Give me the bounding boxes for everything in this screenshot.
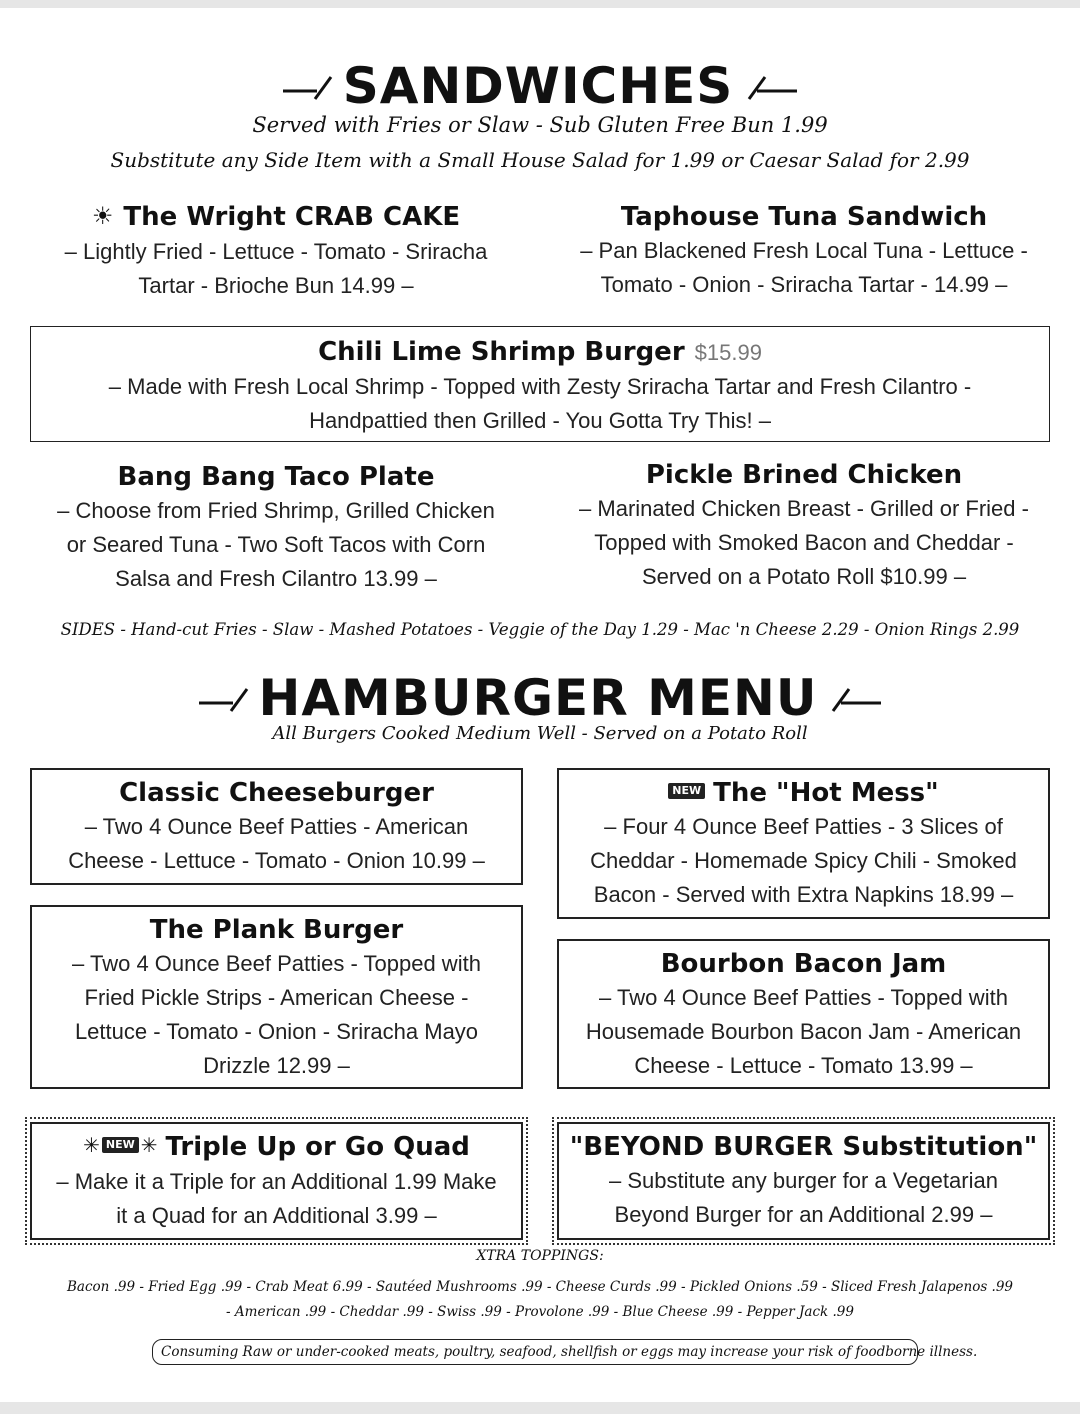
menu-item-crab-cake: [26, 200, 526, 303]
item-desc: Tartar - Brioche Bun 14.99 –: [138, 272, 414, 298]
item-desc: Salsa and Fresh Cilantro 13.99 –: [115, 566, 437, 591]
item-desc: Beyond Burger for an Additional 2.99 –: [614, 1202, 993, 1227]
item-name: The Plank Burger: [149, 915, 404, 945]
menu-item-triple-up: [30, 1122, 523, 1240]
sandwiches-subtitle-2: Substitute any Side Item with a Small House Salad for 1.99 or Caesar Salad for 2.99: [110, 148, 970, 172]
sandwiches-subtitle-1: Served with Fries or Slaw - Sub Gluten Free Bun 1.99: [252, 113, 828, 137]
item-desc: – Choose from Fried Shrimp, Grilled Chicken: [57, 498, 495, 523]
item-desc: Lettuce - Tomato - Onion - Sriracha Mayo: [74, 1019, 479, 1044]
menu-item-tuna-sandwich: [554, 200, 1054, 302]
item-name: Pickle Brined Chicken: [645, 460, 963, 490]
menu-item-hot-mess: [557, 768, 1050, 919]
item-desc: Bacon - Served with Extra Napkins 18.99 –: [593, 882, 1014, 907]
item-desc: – Made with Fresh Local Shrimp - Topped with Zesty Sriracha Tartar and Fresh Cilantro -: [108, 374, 972, 399]
sun-icon: ☀: [91, 201, 114, 230]
menu-page: [0, 8, 1080, 1402]
swoosh-line-icon: [743, 71, 797, 101]
new-badge: NEW: [102, 1137, 139, 1153]
new-badge: NEW: [668, 783, 705, 799]
menu-item-classic-cheeseburger: [30, 768, 523, 885]
item-name: Triple Up or Go Quad: [165, 1132, 470, 1162]
item-desc: – Lightly Fried - Lettuce - Tomato - Sriracha: [64, 238, 488, 264]
item-name: Bourbon Bacon Jam: [660, 949, 947, 979]
item-desc: – Substitute any burger for a Vegetarian: [609, 1168, 998, 1193]
menu-item-chili-lime-shrimp: [30, 326, 1050, 442]
menu-item-pickle-brined-chicken: [554, 458, 1054, 594]
item-desc: Fried Pickle Strips - American Cheese -: [84, 985, 469, 1010]
toppings-line-1: Bacon .99 - Fried Egg .99 - Crab Meat 6.99 - Sautéed Mushrooms .99 - Cheese Curds .99 - Pickled Onions .59 - Sliced Fresh Jalapenos .99: [66, 1279, 1014, 1295]
sparkle-icon: ✳: [140, 1132, 158, 1157]
item-name: "BEYOND BURGER Substitution": [569, 1132, 1038, 1162]
item-name: The "Hot Mess": [713, 778, 939, 808]
item-desc: it a Quad for an Additional 3.99 –: [116, 1202, 437, 1228]
toppings-line-2: - American .99 - Cheddar .99 - Swiss .99 - Provolone .99 - Blue Cheese .99 - Pepper Jack .99: [226, 1304, 854, 1320]
item-name: Bang Bang Taco Plate: [117, 462, 435, 492]
toppings-title: XTRA TOPPINGS:: [476, 1248, 604, 1264]
item-desc: – Four 4 Ounce Beef Patties - 3 Slices of: [604, 814, 1003, 839]
item-desc: – Pan Blackened Fresh Local Tuna - Lettuce -: [580, 238, 1028, 263]
foodborne-illness-disclaimer: Consuming Raw or under-cooked meats, poultry, seafood, shellfish or eggs may increase your risk of foodborne illness.: [152, 1339, 918, 1365]
item-name: Chili Lime Shrimp Burger: [318, 337, 685, 367]
item-desc: – Two 4 Ounce Beef Patties - Topped with: [599, 985, 1008, 1010]
item-name: The Wright CRAB CAKE: [123, 202, 461, 232]
hamburger-subtitle: All Burgers Cooked Medium Well - Served on a Potato Roll: [272, 723, 808, 744]
item-desc: – Two 4 Ounce Beef Patties - American: [84, 814, 469, 839]
swoosh-line-icon: [199, 683, 253, 713]
hamburger-heading: [0, 668, 1080, 728]
item-desc: Tomato - Onion - Sriracha Tartar - 14.99 –: [600, 272, 1008, 297]
item-desc: – Make it a Triple for an Additional 1.99 Make: [56, 1168, 497, 1194]
menu-item-bang-bang-taco: [26, 460, 526, 596]
item-desc: Topped with Smoked Bacon and Cheddar -: [594, 530, 1014, 555]
item-desc: – Two 4 Ounce Beef Patties - Topped with: [72, 951, 481, 976]
item-desc: Drizzle 12.99 –: [203, 1053, 350, 1078]
item-desc: – Marinated Chicken Breast - Grilled or Fried -: [579, 496, 1029, 521]
item-desc: or Seared Tuna - Two Soft Tacos with Corn: [66, 532, 486, 557]
item-desc: Housemade Bourbon Bacon Jam - American: [585, 1019, 1022, 1044]
item-desc: Served on a Potato Roll $10.99 –: [641, 564, 967, 589]
sparkle-icon: ✳: [83, 1132, 100, 1157]
menu-item-beyond-burger: [557, 1122, 1050, 1240]
item-desc: Cheese - Lettuce - Tomato - Onion 10.99 –: [68, 848, 485, 873]
sides-line: SIDES - Hand-cut Fries - Slaw - Mashed Potatoes - Veggie of the Day 1.29 - Mac 'n Cheese 2.29 - Onion Rings 2.99: [60, 620, 1020, 639]
item-desc: Handpattied then Grilled - You Gotta Try This! –: [309, 408, 771, 433]
menu-item-bourbon-bacon-jam: [557, 939, 1050, 1089]
item-desc: Cheddar - Homemade Spicy Chili - Smoked: [590, 848, 1017, 873]
item-desc: Cheese - Lettuce - Tomato 13.99 –: [634, 1053, 973, 1078]
item-price: $15.99: [694, 340, 762, 365]
hamburger-title: HAMBURGER MENU: [258, 669, 818, 727]
sandwiches-title: SANDWICHES: [342, 57, 734, 115]
sandwiches-heading: [0, 56, 1080, 116]
menu-item-plank-burger: [30, 905, 523, 1089]
item-name: Taphouse Tuna Sandwich: [620, 202, 988, 232]
swoosh-line-icon: [283, 71, 337, 101]
item-name: Classic Cheeseburger: [119, 778, 434, 808]
swoosh-line-icon: [827, 683, 881, 713]
